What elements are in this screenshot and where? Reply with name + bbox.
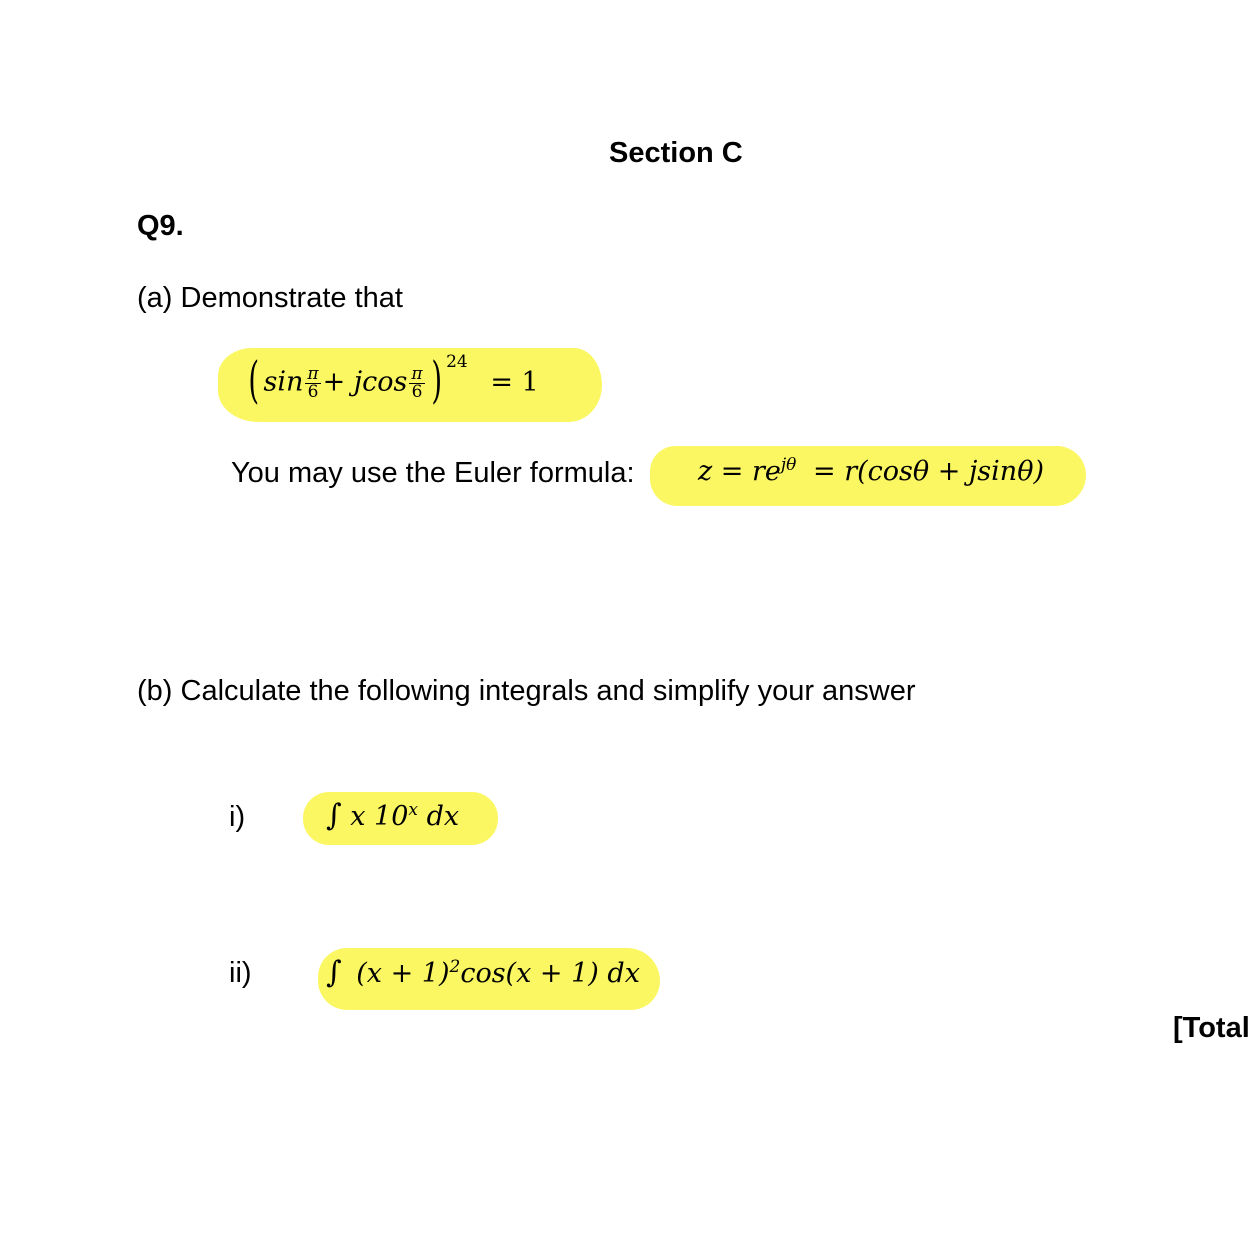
right-paren: ): [430, 351, 442, 409]
euler-lhs: z = re: [698, 456, 781, 487]
equation-a: [244, 351, 539, 412]
item-ii-label: ii): [229, 957, 252, 989]
section-title: Section C: [609, 137, 743, 169]
left-paren: (: [248, 351, 260, 409]
integrand-ii: (x + 1): [356, 958, 450, 989]
question-label: Q9.: [137, 210, 184, 242]
integral-ii: [326, 955, 640, 990]
integral-sign: ∫: [326, 798, 342, 833]
plus-j-text: + j: [322, 366, 363, 398]
part-b-prompt: (b) Calculate the following integrals and simplify your answer: [137, 675, 916, 707]
exponent-24: 24: [446, 351, 468, 372]
integral-i: [326, 798, 459, 833]
fraction-pi-over-6: $\frac{\pi}{6}$: [307, 363, 319, 402]
euler-hint: You may use the Euler formula:: [231, 457, 635, 489]
euler-rhs: = r(cosθ + jsinθ): [813, 456, 1044, 487]
euler-formula: [698, 456, 1044, 487]
equals-one: = 1: [490, 366, 539, 398]
integrand-ii-rest: cos(x + 1) dx: [460, 958, 640, 989]
integral-sign-ii: ∫: [326, 955, 342, 990]
cos-text: cos: [362, 366, 408, 398]
fraction-pi-over-6-second: $\frac{\pi}{6}$: [411, 363, 423, 402]
integrand-ii-exponent: 2: [449, 957, 461, 977]
total-label: [Total: [1173, 1012, 1250, 1044]
sin-text: sin: [263, 366, 304, 398]
integrand-i: x 10: [350, 801, 409, 832]
integrand-i-exponent: x: [408, 800, 418, 820]
item-i-label: i): [229, 801, 246, 833]
euler-exponent: jθ: [780, 455, 797, 475]
integrand-i-dx: dx: [418, 801, 460, 832]
part-a-prompt: (a) Demonstrate that: [137, 282, 403, 314]
